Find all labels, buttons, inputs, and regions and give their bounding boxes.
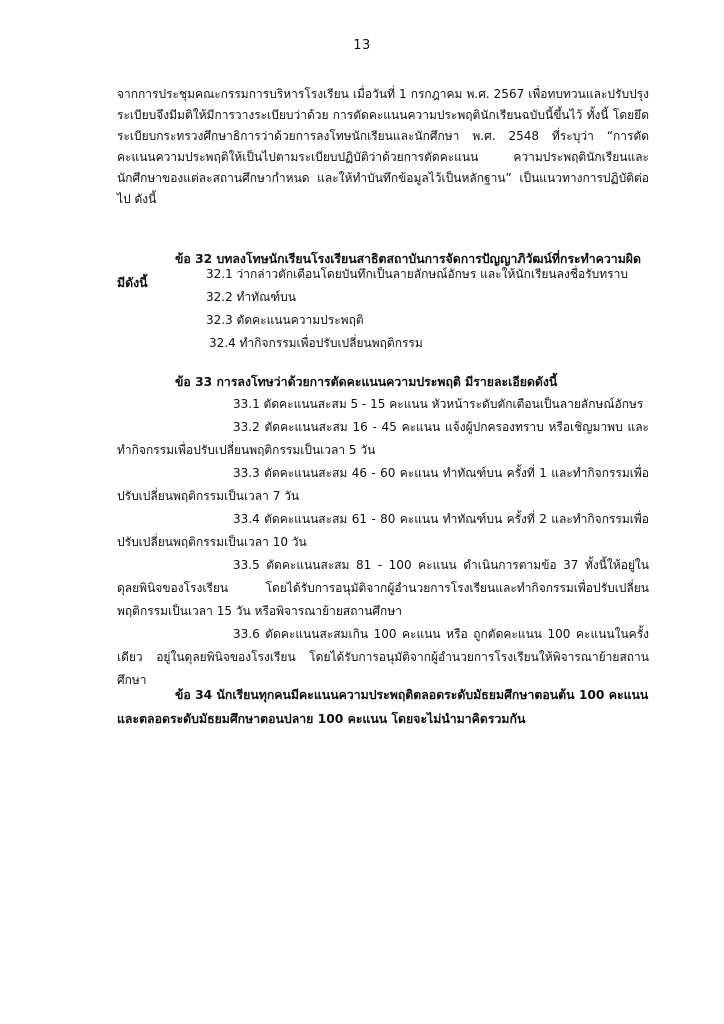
article-33-item: 33.5 ตัดคะแนนสะสม 81 - 100 คะแนน ดำเนินการตามข้อ 37 ทั้งนี้ให้อยู่ในดุลยพินิจของโรงเรียน โดยได้รับการอนุมัติจากผู้อำนวยการโรงเรียนและทำกิจกรรมเพื่อปรับเปลี่ยนพฤติกรรมเป็นเวลา 15 วัน หรือพิจารณาย้ายสถานศึกษา <box>117 558 649 618</box>
list-item: 32.3 ตัดคะแนนความประพฤติ <box>206 313 364 327</box>
article-34-heading <box>117 683 649 731</box>
article-34-heading-text: ข้อ 34 นักเรียนทุกคนมีคะแนนความประพฤติตลอดระดับมัธยมศึกษาตอนต้น 100 คะแนน และตลอดระดับมัธยมศึกษาตอนปลาย 100 คะแนน โดยจะไม่นำมาคิดรวมกัน <box>117 688 649 726</box>
article-33-item: 33.2 ตัดคะแนนสะสม 16 - 45 คะแนน แจ้งผู้ปกครองทราบ หรือเชิญมาพบ และทำกิจกรรมเพื่อปรับเปลี่ยนพฤติกรรมเป็นเวลา 5 วัน <box>117 420 649 457</box>
list-item: 32.2 ทำทัณฑ์บน <box>206 290 297 304</box>
article-33-item: 33.4 ตัดคะแนนสะสม 61 - 80 คะแนน ทำทัณฑ์บน ครั้งที่ 2 และทำกิจกรรมเพื่อปรับเปลี่ยนพฤติกรรมเป็นเวลา 10 วัน <box>117 512 649 549</box>
list-item: 32.1 ว่ากล่าวตักเตือนโดยบันทึกเป็นลายลักษณ์อักษร และให้นักเรียนลงชื่อรับทราบ <box>206 267 628 281</box>
article-32-list <box>206 263 628 355</box>
page-number: 13 <box>353 38 371 53</box>
list-item: 32.4 ทำกิจกรรมเพื่อปรับเปลี่ยนพฤติกรรม <box>209 336 423 350</box>
intro-paragraph: จากการประชุมคณะกรรมการบริหารโรงเรียน เมื่อวันที่ 1 กรกฎาคม พ.ศ. 2567 เพื่อทบทวนและปรับปรุงระเบียบจึงมีมติให้มีการวางระเบียบว่าด้วย การตัดคะแนนความประพฤตินักเรียนฉบับนี้ขึ้นไว้ ทั้งนี้ โดยยึดระเบียบกระทรวงศึกษาธิการว่าด้วยการลงโทษนักเรียนและนักศึกษา พ.ศ. 2548 ที่ระบุว่า “การตัดคะแนนความประพฤติให้เป็นไปตามระเบียบปฏิบัติว่าด้วยการตัดคะแนน ความประพฤตินักเรียนและนักศึกษาของแต่ละสถานศึกษากำหนด และให้ทำบันทึกข้อมูลไว้เป็นหลักฐาน” เป็นแนวทางการปฏิบัติต่อไป ดังนี้ <box>117 87 649 206</box>
article-33-heading-text: ข้อ 33 การลงโทษว่าด้วยการตัดคะแนนความประพฤติ มีรายละเอียดดังนี้ <box>175 375 558 389</box>
article-33-heading <box>117 370 649 394</box>
article-33-item: 33.3 ตัดคะแนนสะสม 46 - 60 คะแนน ทำทัณฑ์บน ครั้งที่ 1 และทำกิจกรรมเพื่อปรับเปลี่ยนพฤติกรรมเป็นเวลา 7 วัน <box>117 466 649 503</box>
article-33-item: 33.6 ตัดคะแนนสะสมเกิน 100 คะแนน หรือ ถูกตัดคะแนน 100 คะแนนในครั้งเดียว อยู่ในดุลยพินิจของโรงเรียน โดยได้รับการอนุมัติจากผู้อำนวยการโรงเรียนให้พิจารณาย้ายสถานศึกษา <box>117 627 649 687</box>
article-33-item: 33.1 ตัดคะแนนสะสม 5 - 15 คะแนน หัวหน้าระดับตักเตือนเป็นลายลักษณ์อักษร <box>233 397 644 411</box>
article-32-heading-text: ข้อ 32 บทลงโทษนักเรียนโรงเรียนสาธิตสถาบันการจัดการปัญญาภิวัฒน์ที่กระทำความผิดมีดังนี้ <box>117 252 642 290</box>
